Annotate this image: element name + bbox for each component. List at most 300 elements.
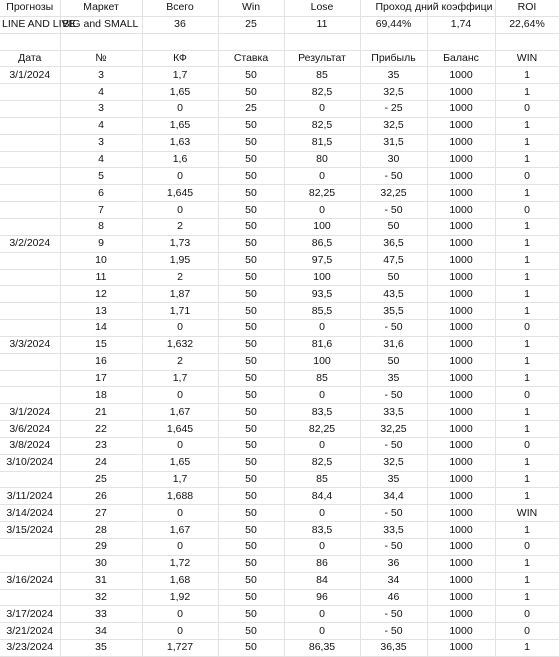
column-header-result[interactable]: Результат <box>284 50 360 67</box>
cell-stake[interactable]: 50 <box>218 303 284 320</box>
cell-win[interactable]: 1 <box>495 555 559 572</box>
cell-coefficient[interactable]: 0 <box>142 505 218 522</box>
cell-balance[interactable]: 1000 <box>427 134 495 151</box>
cell-stake[interactable]: 50 <box>218 67 284 84</box>
cell-win[interactable]: 1 <box>495 640 559 657</box>
cell-result[interactable]: 81,5 <box>284 134 360 151</box>
cell-win[interactable]: 1 <box>495 454 559 471</box>
cell-coefficient[interactable]: 0 <box>142 437 218 454</box>
cell-balance[interactable]: 1000 <box>427 505 495 522</box>
cell-stake[interactable]: 50 <box>218 353 284 370</box>
cell-date[interactable] <box>0 218 60 235</box>
cell-result[interactable]: 83,5 <box>284 522 360 539</box>
cell-stake[interactable]: 50 <box>218 370 284 387</box>
cell-date[interactable] <box>0 101 60 118</box>
cell-result[interactable]: 0 <box>284 505 360 522</box>
cell-profit[interactable]: 50 <box>360 353 427 370</box>
cell-coefficient[interactable]: 0 <box>142 387 218 404</box>
cell-balance[interactable]: 1000 <box>427 320 495 337</box>
cell-coefficient[interactable]: 1,7 <box>142 370 218 387</box>
cell-balance[interactable]: 1000 <box>427 202 495 219</box>
cell-coefficient[interactable]: 2 <box>142 269 218 286</box>
cell-coefficient[interactable]: 1,7 <box>142 471 218 488</box>
cell-balance[interactable]: 1000 <box>427 454 495 471</box>
summary-value-market[interactable]: BIG and SMALL <box>60 16 142 33</box>
cell-profit[interactable]: - 50 <box>360 505 427 522</box>
cell-result[interactable]: 100 <box>284 269 360 286</box>
column-header-win[interactable]: WIN <box>495 50 559 67</box>
empty-cell[interactable] <box>427 33 495 50</box>
cell-profit[interactable]: 33,5 <box>360 404 427 421</box>
cell-number[interactable]: 4 <box>60 117 142 134</box>
cell-date[interactable] <box>0 370 60 387</box>
cell-number[interactable]: 17 <box>60 370 142 387</box>
column-header-stake[interactable]: Ставка <box>218 50 284 67</box>
cell-number[interactable]: 5 <box>60 168 142 185</box>
cell-profit[interactable]: - 50 <box>360 168 427 185</box>
cell-win[interactable]: 1 <box>495 84 559 101</box>
cell-profit[interactable]: 43,5 <box>360 286 427 303</box>
cell-coefficient[interactable]: 0 <box>142 202 218 219</box>
cell-date[interactable] <box>0 269 60 286</box>
cell-date[interactable] <box>0 387 60 404</box>
cell-stake[interactable]: 50 <box>218 404 284 421</box>
cell-balance[interactable]: 1000 <box>427 437 495 454</box>
cell-profit[interactable]: 36,35 <box>360 640 427 657</box>
summary-header-forecasts[interactable]: Прогнозы <box>0 0 60 16</box>
cell-profit[interactable]: - 50 <box>360 320 427 337</box>
cell-stake[interactable]: 50 <box>218 539 284 556</box>
cell-date[interactable] <box>0 353 60 370</box>
cell-profit[interactable]: - 50 <box>360 606 427 623</box>
cell-balance[interactable]: 1000 <box>427 572 495 589</box>
cell-balance[interactable]: 1000 <box>427 589 495 606</box>
cell-result[interactable]: 0 <box>284 101 360 118</box>
cell-number[interactable]: 3 <box>60 67 142 84</box>
cell-stake[interactable]: 50 <box>218 471 284 488</box>
cell-date[interactable] <box>0 252 60 269</box>
cell-coefficient[interactable]: 1,645 <box>142 185 218 202</box>
summary-header-pass-rate[interactable]: Проход <box>360 0 427 16</box>
cell-date[interactable] <box>0 185 60 202</box>
cell-number[interactable]: 29 <box>60 539 142 556</box>
cell-number[interactable]: 14 <box>60 320 142 337</box>
cell-balance[interactable]: 1000 <box>427 387 495 404</box>
cell-balance[interactable]: 1000 <box>427 623 495 640</box>
cell-stake[interactable]: 25 <box>218 101 284 118</box>
summary-value-forecasts[interactable]: LINE AND LIVE <box>0 16 60 33</box>
cell-balance[interactable]: 1000 <box>427 303 495 320</box>
cell-result[interactable]: 86 <box>284 555 360 572</box>
cell-stake[interactable]: 50 <box>218 421 284 438</box>
cell-win[interactable]: 0 <box>495 623 559 640</box>
cell-win[interactable]: 0 <box>495 101 559 118</box>
summary-header-market[interactable]: Маркет <box>60 0 142 16</box>
cell-result[interactable]: 0 <box>284 168 360 185</box>
cell-stake[interactable]: 50 <box>218 117 284 134</box>
cell-result[interactable]: 82,25 <box>284 421 360 438</box>
column-header-balance[interactable]: Баланс <box>427 50 495 67</box>
cell-profit[interactable]: 33,5 <box>360 522 427 539</box>
cell-win[interactable]: 1 <box>495 67 559 84</box>
cell-stake[interactable]: 50 <box>218 202 284 219</box>
cell-result[interactable]: 81,6 <box>284 336 360 353</box>
cell-result[interactable]: 83,5 <box>284 404 360 421</box>
cell-coefficient[interactable]: 2 <box>142 353 218 370</box>
cell-date[interactable]: 3/17/2024 <box>0 606 60 623</box>
cell-balance[interactable]: 1000 <box>427 67 495 84</box>
cell-result[interactable]: 86,5 <box>284 235 360 252</box>
cell-coefficient[interactable]: 1,688 <box>142 488 218 505</box>
cell-number[interactable]: 18 <box>60 387 142 404</box>
cell-win[interactable]: 1 <box>495 269 559 286</box>
cell-coefficient[interactable]: 1,95 <box>142 252 218 269</box>
cell-result[interactable]: 82,5 <box>284 454 360 471</box>
cell-number[interactable]: 24 <box>60 454 142 471</box>
cell-stake[interactable]: 50 <box>218 387 284 404</box>
cell-balance[interactable]: 1000 <box>427 336 495 353</box>
cell-stake[interactable]: 50 <box>218 168 284 185</box>
cell-number[interactable]: 34 <box>60 623 142 640</box>
cell-date[interactable]: 3/14/2024 <box>0 505 60 522</box>
cell-win[interactable]: 1 <box>495 303 559 320</box>
cell-profit[interactable]: 35 <box>360 67 427 84</box>
cell-number[interactable]: 8 <box>60 218 142 235</box>
cell-coefficient[interactable]: 1,632 <box>142 336 218 353</box>
cell-date[interactable]: 3/1/2024 <box>0 404 60 421</box>
cell-profit[interactable]: 32,25 <box>360 421 427 438</box>
cell-date[interactable]: 3/6/2024 <box>0 421 60 438</box>
cell-number[interactable]: 10 <box>60 252 142 269</box>
summary-value-roi[interactable]: 22,64% <box>495 16 559 33</box>
cell-date[interactable]: 3/11/2024 <box>0 488 60 505</box>
cell-profit[interactable]: - 50 <box>360 623 427 640</box>
cell-coefficient[interactable]: 1,6 <box>142 151 218 168</box>
cell-stake[interactable]: 50 <box>218 437 284 454</box>
cell-profit[interactable]: 30 <box>360 151 427 168</box>
empty-cell[interactable] <box>284 33 360 50</box>
empty-cell[interactable] <box>0 33 60 50</box>
cell-stake[interactable]: 50 <box>218 218 284 235</box>
cell-balance[interactable]: 1000 <box>427 185 495 202</box>
cell-result[interactable]: 82,25 <box>284 185 360 202</box>
cell-balance[interactable]: 1000 <box>427 606 495 623</box>
cell-win[interactable]: 1 <box>495 336 559 353</box>
cell-stake[interactable]: 50 <box>218 589 284 606</box>
cell-profit[interactable]: 35 <box>360 370 427 387</box>
cell-balance[interactable]: 1000 <box>427 286 495 303</box>
empty-cell[interactable] <box>360 33 427 50</box>
cell-number[interactable]: 31 <box>60 572 142 589</box>
cell-stake[interactable]: 50 <box>218 134 284 151</box>
cell-balance[interactable]: 1000 <box>427 151 495 168</box>
cell-profit[interactable]: 36 <box>360 555 427 572</box>
cell-win[interactable]: 1 <box>495 185 559 202</box>
cell-number[interactable]: 26 <box>60 488 142 505</box>
cell-balance[interactable]: 1000 <box>427 488 495 505</box>
cell-date[interactable] <box>0 151 60 168</box>
cell-coefficient[interactable]: 1,727 <box>142 640 218 657</box>
cell-result[interactable]: 85,5 <box>284 303 360 320</box>
cell-coefficient[interactable]: 0 <box>142 168 218 185</box>
cell-win[interactable]: 1 <box>495 471 559 488</box>
cell-coefficient[interactable]: 1,645 <box>142 421 218 438</box>
cell-win[interactable]: 0 <box>495 168 559 185</box>
cell-stake[interactable]: 50 <box>218 555 284 572</box>
cell-balance[interactable]: 1000 <box>427 404 495 421</box>
cell-date[interactable] <box>0 168 60 185</box>
cell-stake[interactable]: 50 <box>218 235 284 252</box>
cell-win[interactable]: 1 <box>495 353 559 370</box>
cell-win[interactable]: 1 <box>495 421 559 438</box>
cell-balance[interactable]: 1000 <box>427 522 495 539</box>
cell-stake[interactable]: 50 <box>218 623 284 640</box>
cell-result[interactable]: 85 <box>284 67 360 84</box>
empty-cell[interactable] <box>218 33 284 50</box>
cell-result[interactable]: 93,5 <box>284 286 360 303</box>
cell-date[interactable]: 3/16/2024 <box>0 572 60 589</box>
cell-number[interactable]: 23 <box>60 437 142 454</box>
column-header-number[interactable]: № <box>60 50 142 67</box>
cell-profit[interactable]: 50 <box>360 218 427 235</box>
cell-win[interactable]: 1 <box>495 134 559 151</box>
cell-win[interactable]: 0 <box>495 539 559 556</box>
cell-coefficient[interactable]: 0 <box>142 320 218 337</box>
cell-stake[interactable]: 50 <box>218 252 284 269</box>
cell-result[interactable]: 84 <box>284 572 360 589</box>
cell-profit[interactable]: - 50 <box>360 202 427 219</box>
cell-date[interactable] <box>0 589 60 606</box>
cell-result[interactable]: 86,35 <box>284 640 360 657</box>
cell-number[interactable]: 4 <box>60 84 142 101</box>
cell-result[interactable]: 0 <box>284 606 360 623</box>
cell-win[interactable]: 1 <box>495 286 559 303</box>
cell-win[interactable]: WIN <box>495 505 559 522</box>
cell-number[interactable]: 22 <box>60 421 142 438</box>
summary-header-avg-coefficient[interactable]: дний коэффици <box>427 0 495 16</box>
cell-stake[interactable]: 50 <box>218 320 284 337</box>
cell-profit[interactable]: 32,25 <box>360 185 427 202</box>
cell-stake[interactable]: 50 <box>218 606 284 623</box>
cell-win[interactable]: 1 <box>495 252 559 269</box>
summary-value-avg-coefficient[interactable]: 1,74 <box>427 16 495 33</box>
summary-value-lose[interactable]: 11 <box>284 16 360 33</box>
cell-coefficient[interactable]: 1,87 <box>142 286 218 303</box>
cell-number[interactable]: 27 <box>60 505 142 522</box>
cell-balance[interactable]: 1000 <box>427 269 495 286</box>
cell-win[interactable]: 1 <box>495 404 559 421</box>
cell-number[interactable]: 12 <box>60 286 142 303</box>
cell-number[interactable]: 35 <box>60 640 142 657</box>
cell-number[interactable]: 15 <box>60 336 142 353</box>
cell-stake[interactable]: 50 <box>218 505 284 522</box>
cell-profit[interactable]: - 25 <box>360 101 427 118</box>
cell-win[interactable]: 1 <box>495 235 559 252</box>
cell-number[interactable]: 13 <box>60 303 142 320</box>
summary-header-lose[interactable]: Lose <box>284 0 360 16</box>
cell-balance[interactable]: 1000 <box>427 101 495 118</box>
cell-number[interactable]: 21 <box>60 404 142 421</box>
cell-balance[interactable]: 1000 <box>427 555 495 572</box>
cell-balance[interactable]: 1000 <box>427 168 495 185</box>
cell-date[interactable]: 3/1/2024 <box>0 67 60 84</box>
cell-date[interactable] <box>0 471 60 488</box>
cell-result[interactable]: 0 <box>284 320 360 337</box>
cell-result[interactable]: 0 <box>284 437 360 454</box>
cell-result[interactable]: 0 <box>284 623 360 640</box>
cell-number[interactable]: 6 <box>60 185 142 202</box>
cell-coefficient[interactable]: 1,65 <box>142 454 218 471</box>
cell-stake[interactable]: 50 <box>218 572 284 589</box>
cell-stake[interactable]: 50 <box>218 454 284 471</box>
cell-win[interactable]: 1 <box>495 218 559 235</box>
cell-result[interactable]: 85 <box>284 370 360 387</box>
cell-result[interactable]: 97,5 <box>284 252 360 269</box>
cell-result[interactable]: 85 <box>284 471 360 488</box>
cell-win[interactable]: 0 <box>495 202 559 219</box>
cell-date[interactable] <box>0 202 60 219</box>
cell-win[interactable]: 0 <box>495 320 559 337</box>
cell-win[interactable]: 1 <box>495 522 559 539</box>
cell-profit[interactable]: 35,5 <box>360 303 427 320</box>
cell-stake[interactable]: 50 <box>218 640 284 657</box>
cell-date[interactable] <box>0 555 60 572</box>
cell-coefficient[interactable]: 0 <box>142 539 218 556</box>
cell-profit[interactable]: 47,5 <box>360 252 427 269</box>
cell-stake[interactable]: 50 <box>218 488 284 505</box>
cell-profit[interactable]: 31,5 <box>360 134 427 151</box>
cell-profit[interactable]: 36,5 <box>360 235 427 252</box>
cell-win[interactable]: 1 <box>495 370 559 387</box>
cell-number[interactable]: 3 <box>60 134 142 151</box>
cell-result[interactable]: 100 <box>284 353 360 370</box>
cell-coefficient[interactable]: 1,68 <box>142 572 218 589</box>
cell-balance[interactable]: 1000 <box>427 370 495 387</box>
summary-value-win[interactable]: 25 <box>218 16 284 33</box>
cell-balance[interactable]: 1000 <box>427 471 495 488</box>
cell-number[interactable]: 9 <box>60 235 142 252</box>
cell-result[interactable]: 0 <box>284 202 360 219</box>
cell-stake[interactable]: 50 <box>218 336 284 353</box>
cell-balance[interactable]: 1000 <box>427 353 495 370</box>
cell-number[interactable]: 30 <box>60 555 142 572</box>
cell-coefficient[interactable]: 1,92 <box>142 589 218 606</box>
cell-profit[interactable]: - 50 <box>360 539 427 556</box>
column-header-profit[interactable]: Прибыль <box>360 50 427 67</box>
cell-result[interactable]: 100 <box>284 218 360 235</box>
cell-balance[interactable]: 1000 <box>427 117 495 134</box>
cell-stake[interactable]: 50 <box>218 84 284 101</box>
cell-coefficient[interactable]: 2 <box>142 218 218 235</box>
cell-result[interactable]: 82,5 <box>284 117 360 134</box>
cell-profit[interactable]: - 50 <box>360 437 427 454</box>
cell-win[interactable]: 0 <box>495 387 559 404</box>
cell-stake[interactable]: 50 <box>218 286 284 303</box>
cell-profit[interactable]: 35 <box>360 471 427 488</box>
empty-cell[interactable] <box>60 33 142 50</box>
cell-stake[interactable]: 50 <box>218 269 284 286</box>
cell-profit[interactable]: 34,4 <box>360 488 427 505</box>
empty-cell[interactable] <box>142 33 218 50</box>
cell-coefficient[interactable]: 0 <box>142 623 218 640</box>
cell-date[interactable] <box>0 134 60 151</box>
cell-coefficient[interactable]: 1,63 <box>142 134 218 151</box>
cell-number[interactable]: 7 <box>60 202 142 219</box>
cell-number[interactable]: 32 <box>60 589 142 606</box>
cell-stake[interactable]: 50 <box>218 151 284 168</box>
cell-coefficient[interactable]: 1,67 <box>142 404 218 421</box>
cell-win[interactable]: 1 <box>495 488 559 505</box>
cell-profit[interactable]: 31,6 <box>360 336 427 353</box>
cell-profit[interactable]: 34 <box>360 572 427 589</box>
cell-coefficient[interactable]: 0 <box>142 606 218 623</box>
cell-result[interactable]: 84,4 <box>284 488 360 505</box>
cell-date[interactable] <box>0 320 60 337</box>
cell-win[interactable]: 0 <box>495 437 559 454</box>
cell-balance[interactable]: 1000 <box>427 421 495 438</box>
cell-balance[interactable]: 1000 <box>427 235 495 252</box>
cell-number[interactable]: 33 <box>60 606 142 623</box>
empty-cell[interactable] <box>495 33 559 50</box>
cell-date[interactable]: 3/23/2024 <box>0 640 60 657</box>
cell-number[interactable]: 25 <box>60 471 142 488</box>
summary-header-win[interactable]: Win <box>218 0 284 16</box>
summary-header-total[interactable]: Всего <box>142 0 218 16</box>
cell-date[interactable] <box>0 84 60 101</box>
cell-profit[interactable]: - 50 <box>360 387 427 404</box>
cell-coefficient[interactable]: 1,72 <box>142 555 218 572</box>
cell-coefficient[interactable]: 1,73 <box>142 235 218 252</box>
cell-date[interactable] <box>0 117 60 134</box>
cell-profit[interactable]: 32,5 <box>360 117 427 134</box>
cell-stake[interactable]: 50 <box>218 522 284 539</box>
summary-value-total[interactable]: 36 <box>142 16 218 33</box>
cell-balance[interactable]: 1000 <box>427 539 495 556</box>
cell-coefficient[interactable]: 1,7 <box>142 67 218 84</box>
cell-result[interactable]: 96 <box>284 589 360 606</box>
cell-number[interactable]: 11 <box>60 269 142 286</box>
cell-coefficient[interactable]: 1,65 <box>142 117 218 134</box>
cell-number[interactable]: 4 <box>60 151 142 168</box>
cell-date[interactable]: 3/21/2024 <box>0 623 60 640</box>
cell-win[interactable]: 0 <box>495 606 559 623</box>
cell-balance[interactable]: 1000 <box>427 252 495 269</box>
cell-coefficient[interactable]: 1,71 <box>142 303 218 320</box>
column-header-coefficient[interactable]: КФ <box>142 50 218 67</box>
summary-value-pass-rate[interactable]: 69,44% <box>360 16 427 33</box>
cell-profit[interactable]: 32,5 <box>360 454 427 471</box>
cell-coefficient[interactable]: 1,65 <box>142 84 218 101</box>
cell-balance[interactable]: 1000 <box>427 84 495 101</box>
cell-win[interactable]: 1 <box>495 572 559 589</box>
cell-date[interactable]: 3/10/2024 <box>0 454 60 471</box>
cell-win[interactable]: 1 <box>495 589 559 606</box>
cell-coefficient[interactable]: 1,67 <box>142 522 218 539</box>
cell-result[interactable]: 80 <box>284 151 360 168</box>
cell-date[interactable]: 3/2/2024 <box>0 235 60 252</box>
cell-date[interactable] <box>0 286 60 303</box>
cell-date[interactable]: 3/3/2024 <box>0 336 60 353</box>
summary-header-roi[interactable]: ROI <box>495 0 559 16</box>
cell-date[interactable] <box>0 539 60 556</box>
cell-number[interactable]: 16 <box>60 353 142 370</box>
cell-profit[interactable]: 46 <box>360 589 427 606</box>
cell-date[interactable]: 3/8/2024 <box>0 437 60 454</box>
cell-result[interactable]: 82,5 <box>284 84 360 101</box>
cell-coefficient[interactable]: 0 <box>142 101 218 118</box>
cell-result[interactable]: 0 <box>284 387 360 404</box>
cell-date[interactable]: 3/15/2024 <box>0 522 60 539</box>
